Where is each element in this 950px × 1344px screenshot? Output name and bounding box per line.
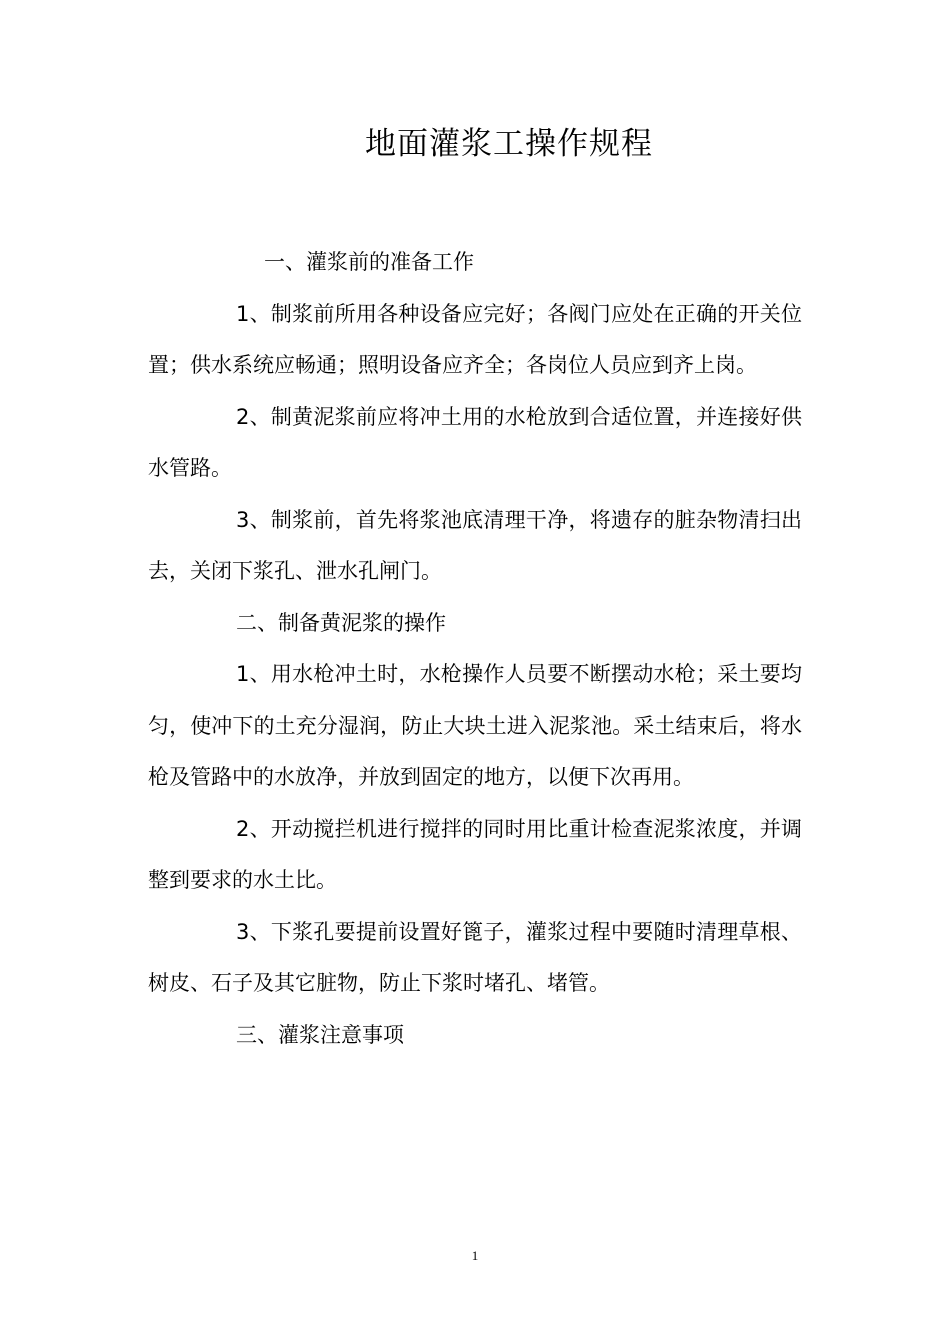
paragraph: 1、制浆前所用各种设备应完好；各阀门应处在正确的开关位置；供水系统应畅通；照明设备应齐全；各岗位人员应到齐上岗。 [148,301,802,377]
paragraph: 3、下浆孔要提前设置好篦子，灌浆过程中要随时清理草根、树皮、石子及其它脏物，防止下浆时堵孔、堵管。 [148,919,802,995]
section-heading: 二、制备黄泥浆的操作 [236,610,446,635]
paragraph: 1、用水枪冲土时，水枪操作人员要不断摆动水枪；采土要均匀，使冲下的土充分湿润，防止大块土进入泥浆池。采土结束后，将水枪及管路中的水放净，并放到固定的地方，以便下次再用。 [148,662,802,789]
section-heading: 三、灌浆注意事项 [236,1022,404,1047]
paragraph: 3、制浆前，首先将浆池底清理干净，将遗存的脏杂物清扫出去，关闭下浆孔、泄水孔闸门。 [148,507,802,583]
page-number: 1 [471,1248,479,1263]
document-body [148,237,802,1061]
paragraph: 2、制黄泥浆前应将冲土用的水枪放到合适位置，并连接好供水管路。 [148,404,802,480]
document-title: 地面灌浆工操作规程 [365,126,653,162]
paragraph: 2、开动搅拦机进行搅拌的同时用比重计检查泥浆浓度，并调整到要求的水土比。 [148,816,802,892]
section-heading: 一、灌浆前的准备工作 [264,250,474,274]
